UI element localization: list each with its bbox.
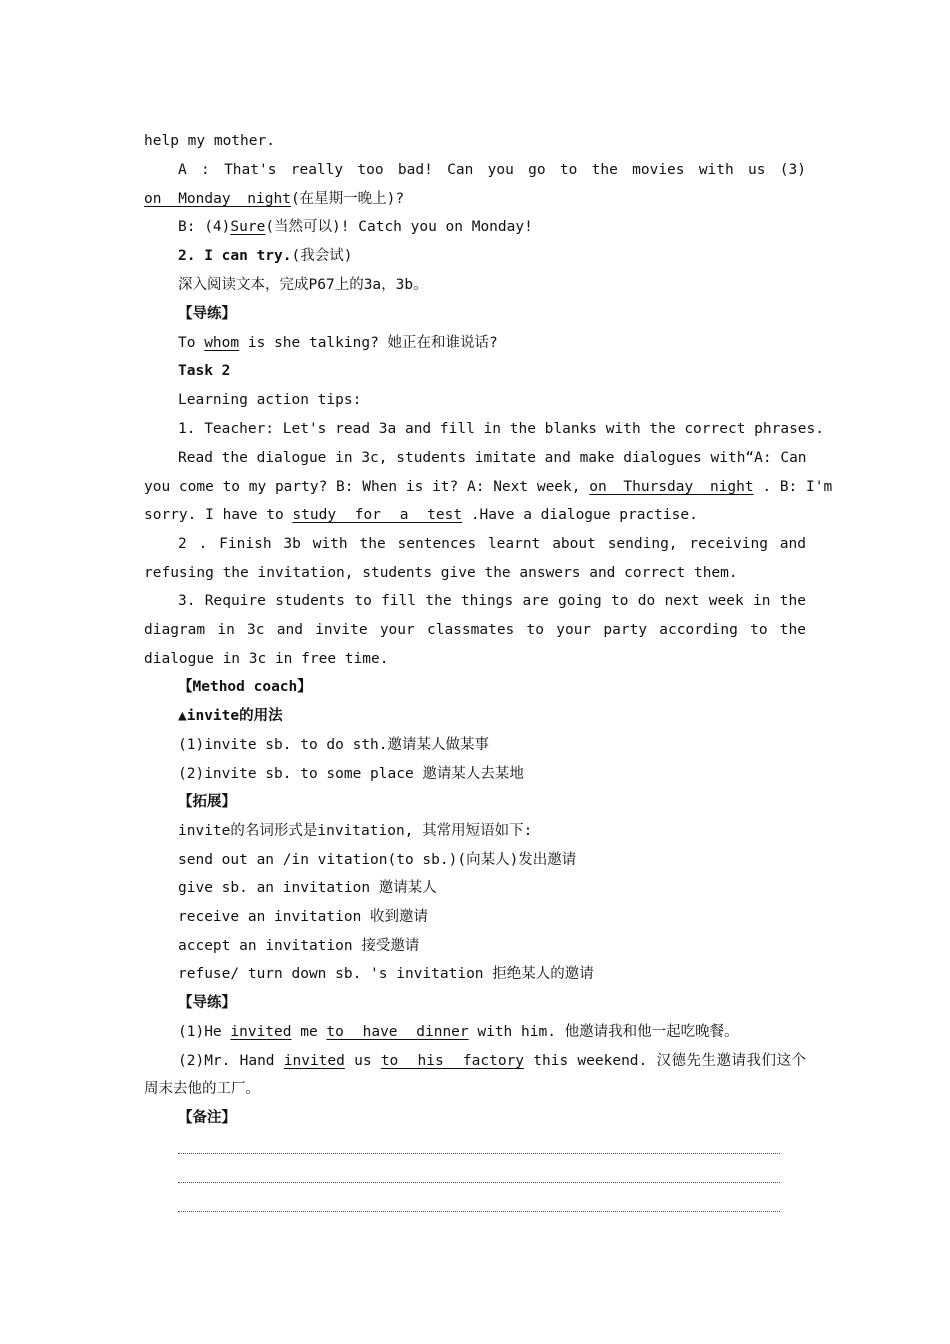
text-segment: me — [291, 1024, 327, 1040]
answer-blank: on Thursday night — [589, 479, 754, 495]
task-heading: Task 2 — [178, 363, 231, 379]
heading-hint: (我会试) — [291, 248, 353, 264]
text-segment: you come to my party? B: When is it? A: Next week, — [144, 479, 590, 495]
tip-3: 3. Require students to fill the things are going to do next week in the — [178, 593, 806, 609]
practice-line — [178, 333, 806, 353]
section-heading — [178, 246, 806, 266]
notes-line — [178, 1153, 780, 1154]
dialogue-line-a-cont — [144, 189, 806, 209]
paragraph-line: dialogue in 3c in free time. — [144, 651, 389, 667]
dialogue-line-b — [178, 217, 806, 237]
dialogue-line-a: A : That's really too bad! Can you go to the movies with us (3) — [178, 162, 806, 178]
paragraph-line: diagram in 3c and invite your classmates to your party according to the — [144, 622, 806, 638]
practice-sentence — [178, 1022, 806, 1042]
usage-item: (1)invite sb. to do sth.邀请某人做某事 — [178, 737, 490, 753]
text-segment: sorry. I have to — [144, 507, 293, 523]
paragraph-line: Read the dialogue in 3c, students imitate and make dialogues with“A: Can — [178, 450, 807, 466]
answer-blank: invited — [283, 1053, 345, 1069]
notes-line — [178, 1211, 780, 1212]
answer-blank: to his factory — [380, 1053, 525, 1069]
text-segment: with him. 他邀请我和他一起吃晚餐。 — [468, 1024, 739, 1040]
phrase-item: accept an invitation 接受邀请 — [178, 938, 420, 954]
paragraph-line — [144, 477, 833, 497]
answer-blank-4: Sure — [230, 219, 266, 235]
paragraph-line — [144, 505, 806, 525]
extension-line: invite的名词形式是invitation, 其常用短语如下: — [178, 823, 533, 839]
text-segment: .Have a dialogue practise. — [462, 507, 698, 523]
practice-heading: 【导练】 — [178, 995, 236, 1011]
heading-text: 2. I can try. — [178, 248, 292, 264]
tips-heading: Learning action tips: — [178, 392, 362, 408]
usage-item: (2)invite sb. to some place 邀请某人去某地 — [178, 766, 524, 782]
practice-sentence — [178, 1051, 806, 1071]
practice-heading: 【导练】 — [178, 306, 236, 322]
text-segment: is she talking? 她正在和谁说话? — [239, 335, 498, 351]
answer-blank: to have dinner — [326, 1024, 469, 1040]
notes-line — [178, 1182, 780, 1183]
hint-text: (在星期一晚上)? — [290, 191, 405, 207]
instruction-line: 深入阅读文本，完成P67上的3a，3b。 — [178, 277, 428, 293]
tip-1: 1. Teacher: Let's read 3a and fill in the blanks with the correct phrases. — [178, 421, 825, 437]
extension-heading: 【拓展】 — [178, 794, 236, 810]
tip-2: 2 . Finish 3b with the sentences learnt about sending, receiving and — [178, 536, 806, 552]
text-segment: (1)He — [178, 1024, 231, 1040]
answer-blank: study for a test — [292, 507, 463, 523]
answer-blank: invited — [230, 1024, 292, 1040]
answer-blank: whom — [204, 335, 240, 351]
text-segment: B: (4) — [178, 219, 231, 235]
phrase-item: receive an invitation 收到邀请 — [178, 909, 429, 925]
method-coach-heading: 【Method coach】 — [178, 679, 312, 695]
text-segment: (2)Mr. Hand — [178, 1053, 284, 1069]
text-segment: this weekend. 汉德先生邀请我们这个 — [524, 1053, 807, 1069]
text-segment: To — [178, 335, 205, 351]
usage-heading: ▲invite的用法 — [178, 708, 283, 724]
text-segment: us — [344, 1053, 381, 1069]
text-segment: . B: I'm — [753, 479, 833, 495]
phrase-item: give sb. an invitation 邀请某人 — [178, 880, 437, 896]
text-line: help my mother. — [144, 133, 275, 149]
phrase-item: refuse/ turn down sb. 's invitation 拒绝某人的邀请 — [178, 966, 594, 982]
phrase-item: send out an /in vitation(to sb.)(向某人)发出邀请 — [178, 852, 577, 868]
text-segment: (当然可以)! Catch you on Monday! — [265, 219, 533, 235]
paragraph-line: refusing the invitation, students give the answers and correct them. — [144, 565, 738, 581]
notes-heading: 【备注】 — [178, 1110, 236, 1126]
paragraph-line: 周末去他的工厂。 — [144, 1081, 260, 1097]
answer-blank-3: on Monday night — [144, 191, 291, 207]
